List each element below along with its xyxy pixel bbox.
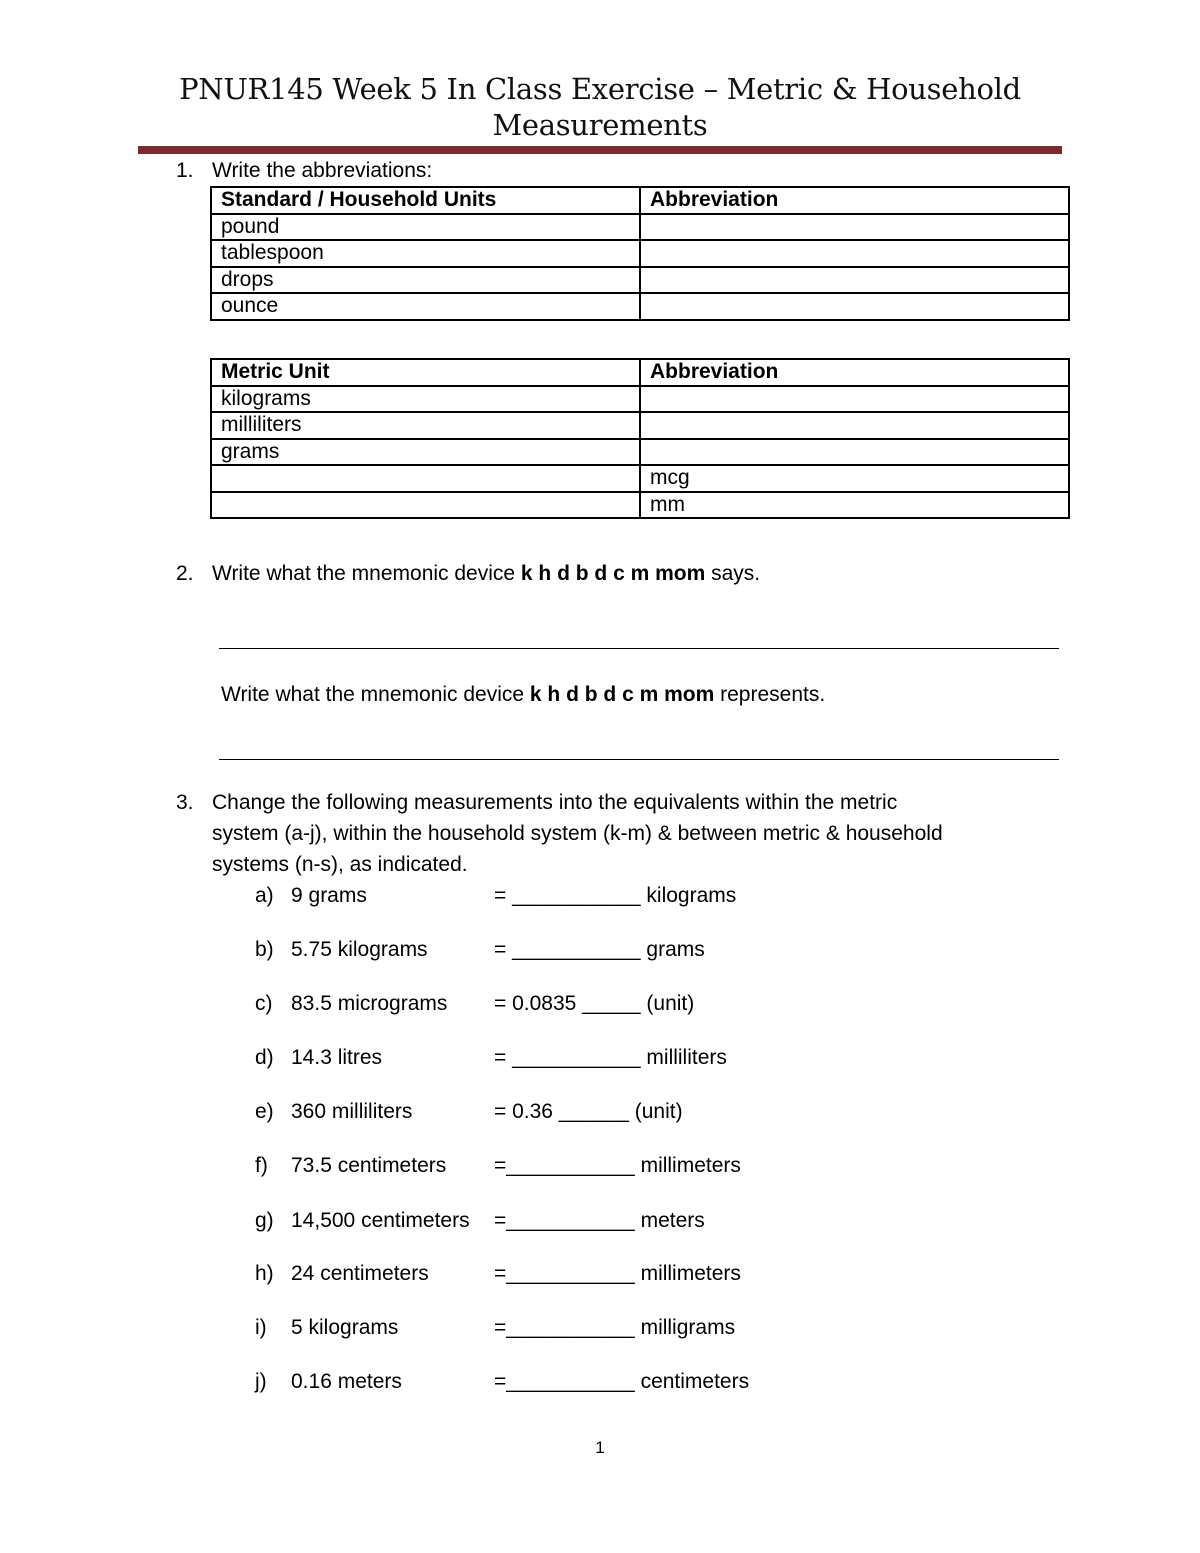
question-2-text: represents. bbox=[714, 683, 826, 706]
question-2-text: Write what the mnemonic device bbox=[221, 683, 530, 706]
question-2-number: 2. bbox=[176, 562, 194, 585]
item-given: 83.5 micrograms bbox=[291, 992, 448, 1015]
title-divider bbox=[138, 146, 1062, 154]
item-given: 24 centimeters bbox=[291, 1262, 429, 1285]
answer-cell[interactable] bbox=[640, 267, 1069, 294]
item-label: j) bbox=[255, 1370, 267, 1393]
item-answer[interactable]: = ___________ grams bbox=[494, 938, 705, 961]
item-given: 5 kilograms bbox=[291, 1316, 399, 1339]
table-cell: milliliters bbox=[211, 412, 640, 439]
question-1-number: 1. bbox=[176, 159, 194, 182]
question-3-text-line-3: systems (n-s), as indicated. bbox=[212, 853, 468, 876]
answer-cell[interactable] bbox=[640, 412, 1069, 439]
answer-line[interactable] bbox=[219, 648, 1059, 649]
page-number: 1 bbox=[595, 1438, 605, 1457]
item-given: 73.5 centimeters bbox=[291, 1154, 447, 1177]
answer-cell[interactable] bbox=[211, 465, 640, 492]
answer-cell[interactable] bbox=[640, 386, 1069, 413]
item-answer[interactable]: = ___________ milliliters bbox=[494, 1046, 727, 1069]
table-header-cell: Metric Unit bbox=[211, 359, 640, 386]
table-header-cell: Abbreviation bbox=[640, 187, 1069, 214]
question-2-line-2 bbox=[221, 679, 825, 710]
mnemonic-text: k h d b d c m mom bbox=[529, 683, 715, 706]
table-header-cell: Standard / Household Units bbox=[211, 187, 640, 214]
table-cell: pound bbox=[211, 214, 640, 241]
item-answer[interactable]: = 0.36 ______ (unit) bbox=[494, 1100, 683, 1123]
table-cell: ounce bbox=[211, 293, 640, 320]
table-header-cell: Abbreviation bbox=[640, 359, 1069, 386]
question-1-text: Write the abbreviations: bbox=[212, 159, 433, 182]
table-cell: kilograms bbox=[211, 386, 640, 413]
question-3-text-line-2: system (a-j), within the household system (k-m) & between metric & household bbox=[212, 822, 943, 845]
answer-cell[interactable] bbox=[211, 492, 640, 519]
table-cell: drops bbox=[211, 267, 640, 294]
item-given: 5.75 kilograms bbox=[291, 938, 428, 961]
table-row bbox=[211, 439, 1069, 466]
item-answer[interactable]: =___________ meters bbox=[494, 1209, 705, 1232]
item-given: 9 grams bbox=[291, 884, 367, 907]
item-answer[interactable]: = ___________ kilograms bbox=[494, 884, 737, 907]
item-given: 14.3 litres bbox=[291, 1046, 383, 1069]
table-cell: mm bbox=[640, 492, 1069, 519]
question-2-text: says. bbox=[705, 562, 761, 585]
answer-cell[interactable] bbox=[640, 214, 1069, 241]
item-given: 0.16 meters bbox=[291, 1370, 402, 1393]
table-row bbox=[211, 267, 1069, 294]
item-label: g) bbox=[255, 1209, 274, 1232]
item-label: e) bbox=[255, 1100, 274, 1123]
item-given: 360 milliliters bbox=[291, 1100, 413, 1123]
household-units-table bbox=[210, 186, 1070, 321]
mnemonic-text: k h d b d c m mom bbox=[520, 562, 706, 585]
item-answer[interactable]: =___________ millimeters bbox=[494, 1154, 741, 1177]
item-label: a) bbox=[255, 884, 274, 907]
item-given: 14,500 centimeters bbox=[291, 1209, 470, 1232]
item-answer[interactable]: = 0.0835 _____ (unit) bbox=[494, 992, 695, 1015]
item-label: c) bbox=[255, 992, 273, 1015]
table-row bbox=[211, 492, 1069, 519]
question-3-number: 3. bbox=[176, 791, 194, 814]
table-cell: grams bbox=[211, 439, 640, 466]
table-row bbox=[211, 240, 1069, 267]
item-label: f) bbox=[255, 1154, 268, 1177]
item-label: i) bbox=[255, 1316, 267, 1339]
answer-cell[interactable] bbox=[640, 439, 1069, 466]
metric-units-table bbox=[210, 358, 1070, 519]
page-title-line-2: Measurements bbox=[492, 108, 708, 142]
item-label: h) bbox=[255, 1262, 274, 1285]
item-answer[interactable]: =___________ centimeters bbox=[494, 1370, 750, 1393]
table-header-row bbox=[211, 187, 1069, 214]
table-header-row bbox=[211, 359, 1069, 386]
answer-cell[interactable] bbox=[640, 240, 1069, 267]
page-title-line-1: PNUR145 Week 5 In Class Exercise – Metric & Household bbox=[179, 72, 1021, 106]
table-cell: mcg bbox=[640, 465, 1069, 492]
question-2-text: Write what the mnemonic device bbox=[212, 562, 521, 585]
table-row bbox=[211, 214, 1069, 241]
table-cell: tablespoon bbox=[211, 240, 640, 267]
answer-line[interactable] bbox=[219, 759, 1059, 760]
table-row bbox=[211, 412, 1069, 439]
item-label: d) bbox=[255, 1046, 274, 1069]
item-label: b) bbox=[255, 938, 274, 961]
table-row bbox=[211, 293, 1069, 320]
item-answer[interactable]: =___________ millimeters bbox=[494, 1262, 741, 1285]
question-2-line-1 bbox=[212, 558, 760, 589]
item-answer[interactable]: =___________ milligrams bbox=[494, 1316, 736, 1339]
answer-cell[interactable] bbox=[640, 293, 1069, 320]
question-3-text-line-1: Change the following measurements into the equivalents within the metric bbox=[212, 791, 898, 814]
table-row bbox=[211, 386, 1069, 413]
table-row bbox=[211, 465, 1069, 492]
